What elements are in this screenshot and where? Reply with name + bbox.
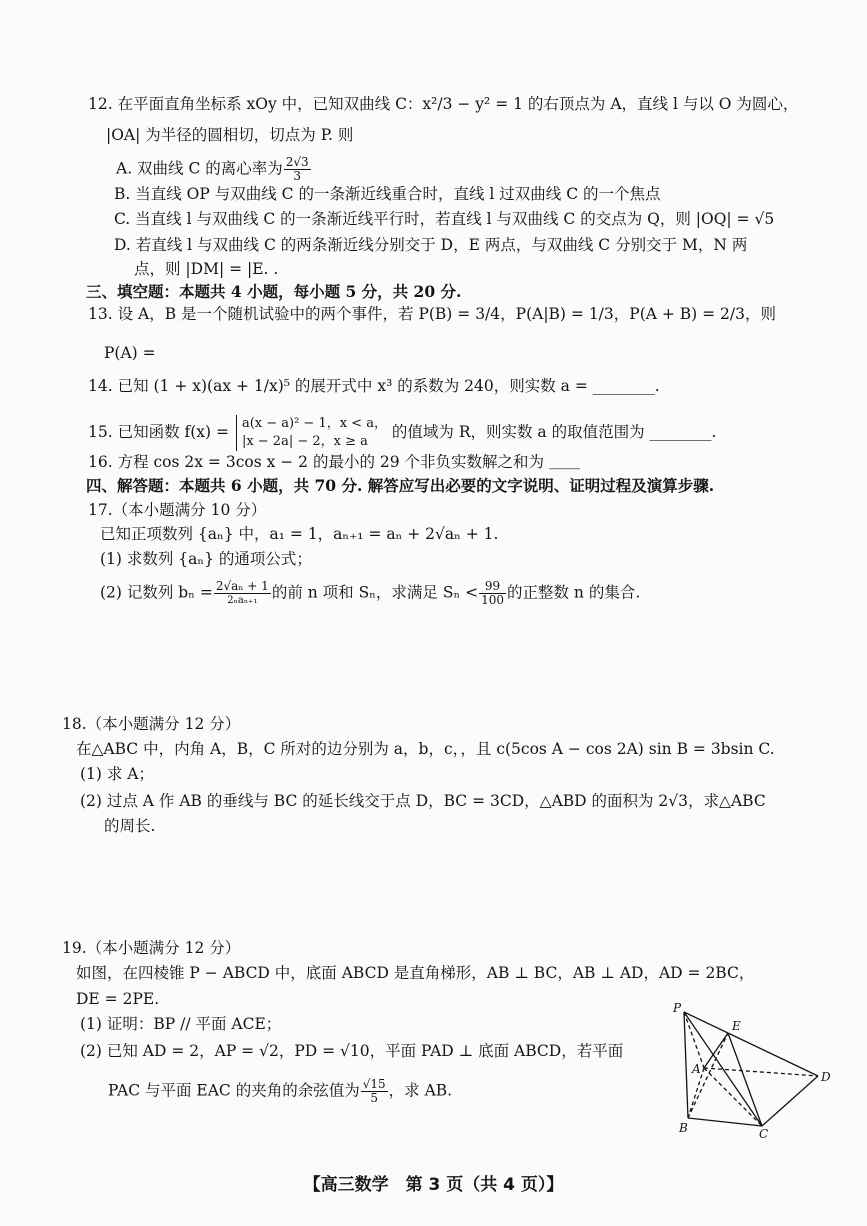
edge-bc <box>688 1118 762 1126</box>
q19-part-2-b: ，求 AB. <box>388 1081 453 1100</box>
q19-part-1: (1) 证明：BP // 平面 ACE； <box>80 1015 282 1033</box>
q16-text: 16. 方程 cos 2x = 3cos x − 2 的最小的 29 个非负实数解之和为 ＿＿ <box>88 453 580 471</box>
q12-option-d-1: D. 若直线 l 与双曲线 C 的两条渐近线分别交于 D，E 两点，与双曲线 C 分别交于 M，N 两 <box>114 236 748 254</box>
label-e: E <box>732 1019 741 1033</box>
section-3-heading: 三、填空题：本题共 4 小题，每小题 5 分，共 20 分. <box>86 282 462 301</box>
q19-cosine-fraction <box>361 1078 388 1105</box>
edge-ea <box>704 1033 728 1068</box>
q17-stem: 已知正项数列 {aₙ} 中，a₁ = 1，aₙ₊₁ = aₙ + 2√aₙ + 1. <box>100 525 499 543</box>
q18-heading: 18.（本小题满分 12 分） <box>62 715 241 733</box>
q17-part-1: (1) 求数列 {aₙ} 的通项公式； <box>100 550 312 568</box>
section-4-heading: 四、解答题：本题共 6 小题，共 70 分. 解答应写出必要的文字说明、证明过程及演算步骤. <box>86 476 715 495</box>
q18-part-2-line-1: (2) 过点 A 作 AB 的垂线与 BC 的延长线交于点 D，BC = 3CD，△ABD 的面积为 2√3，求△ABC <box>80 792 766 810</box>
fraction-numerator: 99 <box>479 580 506 594</box>
label-a: A <box>692 1062 701 1076</box>
fraction-denominator: 2ₙaₙ₊₁ <box>227 595 258 606</box>
q19-stem-1: 如图，在四棱锥 P − ABCD 中，底面 ABCD 是直角梯形，AB ⊥ BC，AB ⊥ AD，AD = 2BC， <box>76 964 755 982</box>
q12-option-a <box>116 156 312 183</box>
q18-part-2-line-2: 的周长. <box>104 817 156 835</box>
q14-text: 14. 已知 (1 + x)(ax + 1/x)⁵ 的展开式中 x³ 的系数为 240，则实数 a = ________. <box>88 377 660 395</box>
q17-part-2-c: 的正整数 n 的集合. <box>506 583 641 602</box>
label-b: B <box>679 1121 688 1135</box>
q18-part-1: (1) 求 A； <box>80 765 155 783</box>
q17-heading: 17.（本小题满分 10 分） <box>88 501 267 519</box>
q17-part-2 <box>100 580 640 607</box>
q12-option-d-2: 点，则 |DM| = |E. . <box>134 260 279 278</box>
q15-case-2: |x − 2a| − 2，x ≥ a <box>241 434 368 449</box>
q13-line-2: P(A) = <box>104 344 156 362</box>
edge-cd <box>762 1076 818 1126</box>
fraction-denominator: 5 <box>370 1091 378 1105</box>
q17-part-2-b: 的前 n 项和 Sₙ，求满足 Sₙ < <box>271 583 479 602</box>
q13-line-1: 13. 设 A，B 是一个随机试验中的两个事件，若 P(B) = 3/4，P(A|B) = 1/3，P(A + B) = 2/3，则 <box>88 305 776 323</box>
edge-ac <box>704 1068 762 1126</box>
q19-stem-2: DE = 2PE. <box>76 990 160 1008</box>
q15-text <box>88 415 716 451</box>
q12-option-c: C. 当直线 l 与双曲线 C 的一条渐近线平行时，若直线 l 与双曲线 C 的交点为 Q，则 |OQ| = √5 <box>114 210 775 228</box>
q17-bound-fraction <box>479 580 506 607</box>
q12-option-b: B. 当直线 OP 与双曲线 C 的一条渐近线重合时，直线 l 过双曲线 C 的一个焦点 <box>114 185 661 203</box>
q19-part-2-a: PAC 与平面 EAC 的夹角的余弦值为 <box>108 1081 360 1100</box>
q17-bn-fraction <box>214 580 271 607</box>
q12-stem-2: |OA| 为半径的圆相切，切点为 P. 则 <box>106 126 354 144</box>
fraction-numerator: 2√3 <box>285 155 309 169</box>
fraction-denominator: 100 <box>481 593 504 607</box>
q12-option-a-text: A. 双曲线 C 的离心率为 <box>116 159 283 178</box>
q15-piecewise <box>236 415 387 451</box>
page-footer: 【高三数学 第 3 页（共 4 页）】 <box>303 1175 564 1195</box>
fraction-numerator: 2√aₙ + 1 <box>215 579 269 593</box>
label-d: D <box>821 1070 831 1084</box>
fraction-denominator: 3 <box>293 169 302 183</box>
q12-option-a-fraction <box>284 156 311 183</box>
q19-heading: 19.（本小题满分 12 分） <box>62 939 241 957</box>
q15-suffix: 的值域为 R，则实数 a 的取值范围为 ________. <box>391 423 717 441</box>
q19-part-2-line-1: (2) 已知 AD = 2，AP = √2，PD = √10，平面 PAD ⊥ 底面 ABCD，若平面 <box>80 1042 624 1060</box>
q17-part-2-a: (2) 记数列 bₙ = <box>100 583 213 602</box>
q19-part-2-line-2 <box>108 1078 452 1105</box>
q15-prefix: 15. 已知函数 f(x) = <box>88 423 229 441</box>
fraction-numerator: √15 <box>362 1077 386 1091</box>
q15-case-1: a(x − a)² − 1，x < a， <box>241 416 387 431</box>
label-c: C <box>759 1127 769 1140</box>
pyramid-figure <box>670 1000 840 1140</box>
q18-stem: 在△ABC 中，内角 A，B，C 所对的边分别为 a，b，c，，且 c(5cos A − cos 2A) sin B = 3bsin C. <box>76 740 775 758</box>
edge-pb <box>684 1012 688 1118</box>
q12-stem-1: 12. 在平面直角坐标系 xOy 中，已知双曲线 C：x²/3 − y² = 1 的右顶点为 A，直线 l 与以 O 为圆心， <box>88 95 799 113</box>
label-p: P <box>673 1001 682 1015</box>
edge-ad <box>704 1068 818 1076</box>
